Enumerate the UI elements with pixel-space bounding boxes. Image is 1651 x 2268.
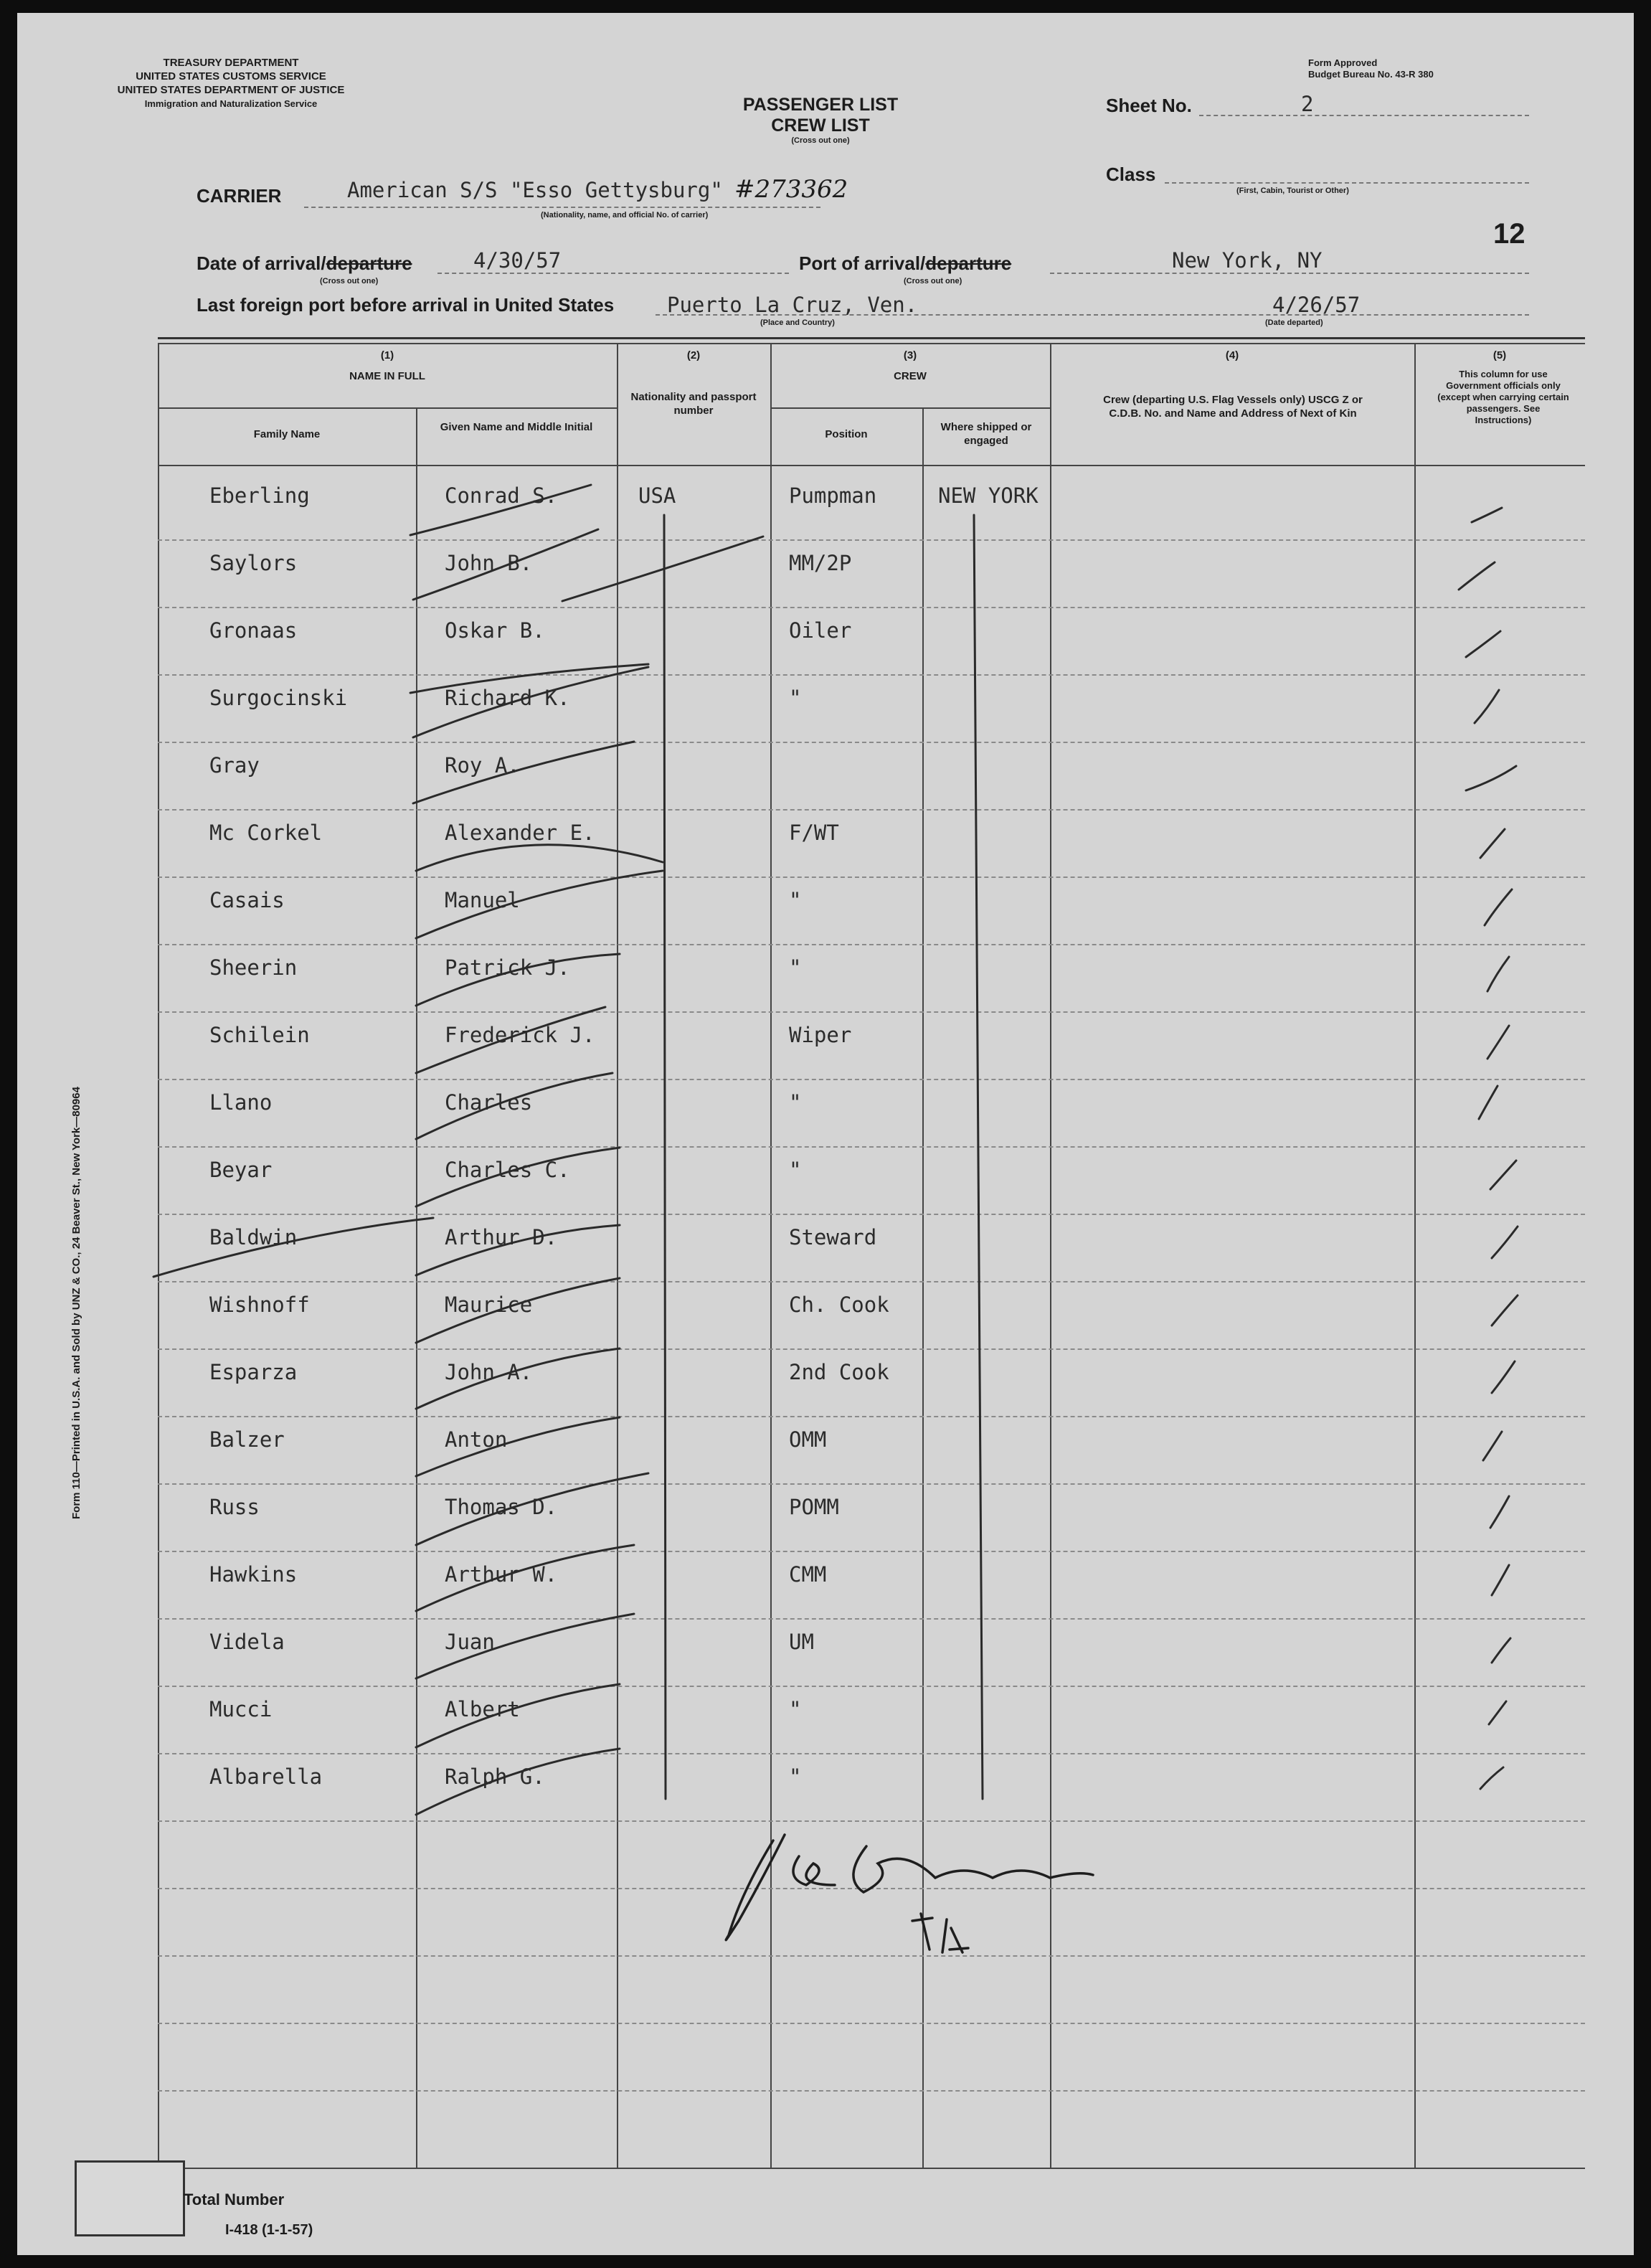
position-header: Position [825, 428, 868, 440]
col-3-number: (3) [903, 349, 917, 362]
cell-nationality: USA [638, 483, 676, 508]
family-name-header: Family Name [253, 428, 321, 440]
cell-given: Ralph G. [445, 1764, 545, 1789]
strike-mark [416, 1073, 612, 1139]
agency-line-1: TREASURY DEPARTMENT [163, 57, 299, 69]
col-5-title: This column for use Government officials only (except when carrying certain passengers. See Instructions) [1437, 369, 1569, 425]
cell-position: MM/2P [789, 551, 852, 575]
check-mark [1489, 1701, 1506, 1724]
strike-mark [416, 954, 620, 1006]
crew-list-form [17, 13, 1634, 2255]
port-note: (Cross out one) [904, 277, 962, 285]
cell-family: Hawkins [209, 1562, 298, 1587]
agency-line-3: UNITED STATES DEPARTMENT OF JUSTICE [117, 84, 345, 96]
cell-family: Mc Corkel [209, 821, 323, 845]
side-print: Form 110—Printed in U.S.A. and Sold by UNZ & CO., 24 Beaver St., New York—80964 [70, 1087, 82, 1519]
check-mark [1480, 1767, 1503, 1789]
cell-given: Alexander E. [445, 821, 595, 845]
cell-position: UM [789, 1630, 814, 1654]
shipped-header: Where shipped or engaged [940, 421, 1032, 447]
cell-family: Wishnoff [209, 1293, 310, 1317]
ditto-line-nationality [664, 515, 666, 1799]
signature-mark [726, 1835, 1093, 1952]
col-1-number: (1) [380, 349, 394, 362]
cell-position: " [789, 1697, 802, 1721]
strike-mark [416, 1473, 648, 1545]
col-3-title: CREW [894, 370, 927, 382]
cell-family: Casais [209, 888, 285, 912]
cell-given: John B. [445, 551, 533, 575]
last-port-note: (Place and Country) [760, 318, 835, 327]
cell-position: " [789, 1764, 802, 1789]
cell-position: " [789, 955, 802, 980]
check-mark [1492, 1638, 1510, 1663]
cell-family: Esparza [209, 1360, 298, 1384]
title-passenger-list: PASSENGER LIST [742, 95, 899, 115]
cell-family: Baldwin [209, 1225, 298, 1249]
cell-family: Saylors [209, 551, 298, 575]
form-id: I-418 (1-1-57) [225, 2222, 313, 2238]
strike-mark [413, 742, 634, 803]
strike-mark [416, 1225, 620, 1275]
cell-position: " [789, 686, 802, 710]
cell-position: Steward [789, 1225, 877, 1249]
cell-given: Juan [445, 1630, 495, 1654]
strike-mark [416, 1614, 634, 1678]
cell-given: Charles [445, 1090, 533, 1115]
check-mark [1483, 1432, 1502, 1460]
cell-given: Patrick J. [445, 955, 570, 980]
cell-family: Gray [209, 753, 260, 778]
class-label: Class [1106, 164, 1156, 185]
check-mark [1492, 1361, 1515, 1393]
col-2-number: (2) [686, 349, 701, 362]
cell-given: Manuel [445, 888, 520, 912]
col-5-number: (5) [1492, 349, 1507, 362]
strike-mark [416, 1148, 620, 1206]
cell-position: Oiler [789, 618, 852, 643]
cell-position: " [789, 1158, 802, 1182]
cell-given: Thomas D. [445, 1495, 558, 1519]
check-mark [1487, 1026, 1509, 1059]
title-crew-list: CREW LIST [771, 115, 870, 136]
check-mark [1485, 889, 1512, 925]
cell-family: Russ [209, 1495, 260, 1519]
check-mark [1487, 957, 1509, 991]
cell-given: Conrad S. [445, 483, 558, 508]
check-mark [1492, 1565, 1509, 1595]
cell-given: John A. [445, 1360, 533, 1384]
cell-position: CMM [789, 1562, 827, 1587]
arrival-date: 4/30/57 [473, 248, 562, 273]
strike-mark [416, 1417, 620, 1476]
check-mark [1492, 1227, 1518, 1258]
cell-position: 2nd Cook [789, 1360, 889, 1384]
last-port-value: Puerto La Cruz, Ven. [667, 293, 918, 317]
strike-mark [416, 1749, 620, 1815]
class-note: (First, Cabin, Tourist or Other) [1236, 186, 1349, 195]
strike-mark [416, 871, 663, 938]
cell-position: Pumpman [789, 483, 877, 508]
form-approved-line-2: Budget Bureau No. 43-R 380 [1308, 69, 1434, 80]
strike-mark [416, 1545, 634, 1611]
strike-mark [562, 537, 763, 601]
check-mark [1466, 631, 1500, 657]
strike-mark [416, 1007, 605, 1073]
carrier-value: American S/S "Esso Gettysburg" [347, 178, 723, 202]
agency-line-4: Immigration and Naturalization Service [144, 98, 318, 109]
check-mark [1459, 562, 1495, 590]
sheet-label: Sheet No. [1106, 95, 1192, 116]
last-port-date: 4/26/57 [1272, 293, 1361, 317]
check-mark [1490, 1496, 1509, 1528]
strike-mark [416, 1684, 620, 1747]
port-label-text: Port of arrival/ [799, 252, 926, 274]
cell-given: Frederick J. [445, 1023, 595, 1047]
cell-position: Wiper [789, 1023, 852, 1047]
cell-family: Llano [209, 1090, 273, 1115]
strike-mark [153, 1218, 433, 1277]
cell-given: Richard K. [445, 686, 570, 710]
check-mark [1490, 1161, 1516, 1189]
cell-position: " [789, 1090, 802, 1115]
strike-mark [416, 1348, 620, 1409]
ditto-line-shipped [974, 515, 983, 1799]
cell-family: Albarella [209, 1764, 323, 1789]
cell-family: Mucci [209, 1697, 273, 1721]
col-2-title: Nationality and passport number [630, 391, 757, 417]
cell-family: Videla [209, 1630, 285, 1654]
cell-family: Sheerin [209, 955, 298, 980]
cell-position: " [789, 888, 802, 912]
cell-family: Gronaas [209, 618, 298, 643]
agency-line-2: UNITED STATES CUSTOMS SERVICE [136, 70, 326, 82]
cell-position: POMM [789, 1495, 839, 1519]
cell-family: Surgocinski [209, 686, 348, 710]
pen-marks [17, 13, 1634, 2255]
arrival-label-text: Date of arrival/ [197, 252, 326, 274]
col-1-title: NAME IN FULL [349, 370, 425, 382]
cell-shipped: NEW YORK [938, 483, 1039, 508]
form-approved-line-1: Form Approved [1308, 57, 1378, 68]
last-port-label: Last foreign port before arrival in United States [197, 294, 615, 316]
page-number: 12 [1493, 218, 1525, 250]
strike-mark [413, 667, 648, 737]
cell-position: OMM [789, 1427, 827, 1452]
total-number-box [75, 2160, 185, 2236]
cell-given: Maurice [445, 1293, 533, 1317]
carrier-label: CARRIER [197, 185, 282, 207]
check-mark [1475, 690, 1499, 723]
sheet-value: 2 [1301, 92, 1314, 116]
carrier-number: #273362 [734, 175, 848, 204]
cell-given: Arthur D. [445, 1225, 558, 1249]
arrival-note: (Cross out one) [320, 277, 379, 285]
departure-struck: departure [326, 252, 412, 274]
strike-mark [410, 485, 591, 535]
strike-mark [416, 1278, 620, 1343]
carrier-note: (Nationality, name, and official No. of carrier) [541, 211, 709, 219]
cell-position: Ch. Cook [789, 1293, 889, 1317]
cell-family: Balzer [209, 1427, 285, 1452]
check-mark [1472, 508, 1502, 522]
given-name-header: Given Name and Middle Initial [440, 421, 593, 433]
col-4-title: Crew (departing U.S. Flag Vessels only) USCG Z or C.D.B. No. and Name and Address of Next of Kin [1103, 394, 1363, 420]
total-number-label: Total Number [184, 2191, 285, 2208]
check-mark [1466, 766, 1516, 790]
cell-position: F/WT [789, 821, 839, 845]
col-4-number: (4) [1225, 349, 1239, 362]
cell-given: Arthur W. [445, 1562, 558, 1587]
cell-given: Albert [445, 1697, 520, 1721]
check-mark [1479, 1086, 1498, 1119]
last-port-date-note: (Date departed) [1265, 318, 1323, 327]
cell-given: Charles C. [445, 1158, 570, 1182]
strike-mark [416, 845, 663, 871]
check-mark [1480, 829, 1505, 858]
strike-mark [410, 664, 648, 693]
cell-family: Schilein [209, 1023, 310, 1047]
port-departure-struck: departure [925, 252, 1012, 274]
strike-mark [413, 529, 598, 600]
cell-given: Roy A. [445, 753, 520, 778]
cell-given: Anton [445, 1427, 508, 1452]
cell-given: Oskar B. [445, 618, 545, 643]
title-note: (Cross out one) [791, 136, 850, 145]
cell-family: Beyar [209, 1158, 273, 1182]
cell-family: Eberling [209, 483, 310, 508]
check-mark [1492, 1295, 1518, 1326]
port-value: New York, NY [1172, 248, 1323, 273]
